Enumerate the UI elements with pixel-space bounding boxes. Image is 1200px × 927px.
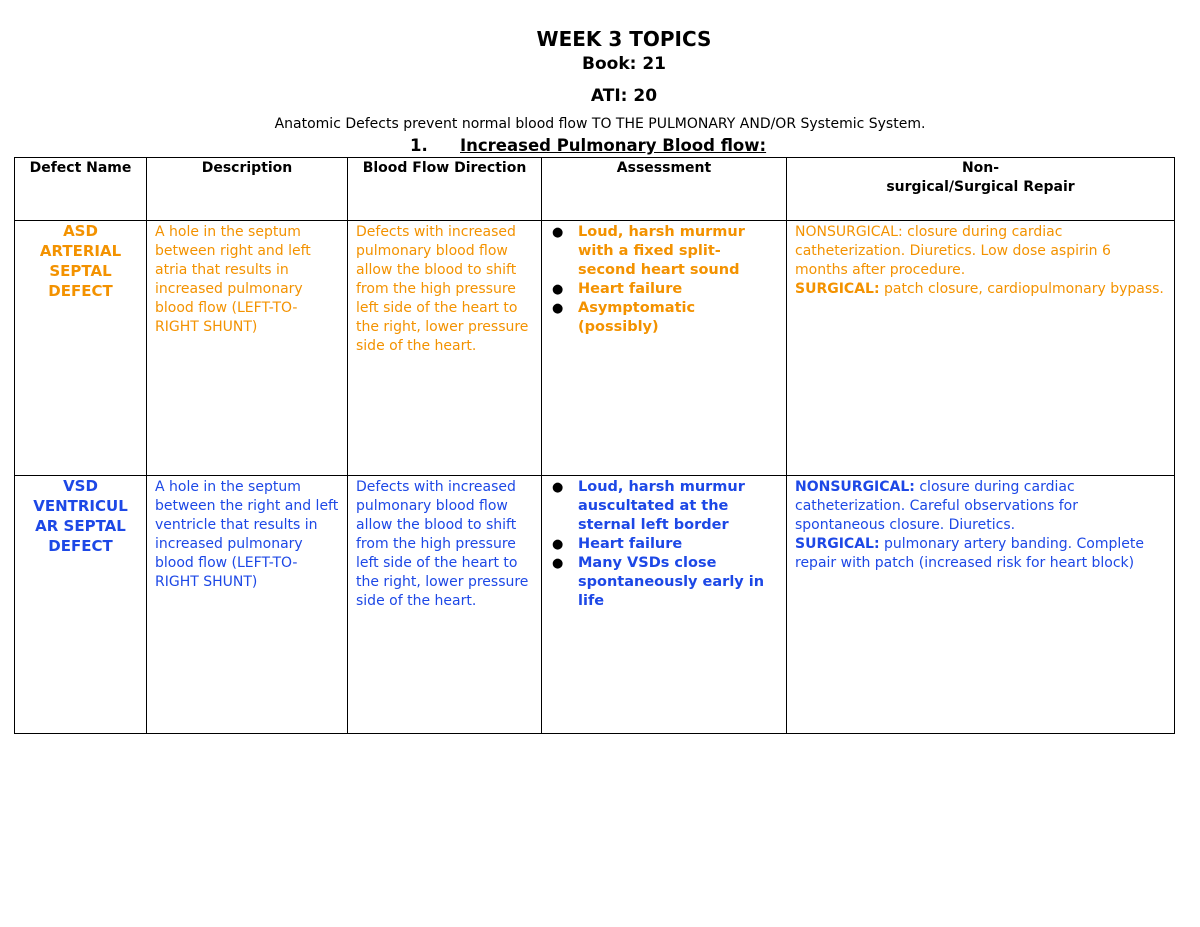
assessment-cell xyxy=(542,476,787,734)
defect-name-line: SEPTAL xyxy=(49,262,112,280)
bullet-icon: ● xyxy=(552,537,564,552)
description-cell: A hole in the septum between right and left atria that results in increased pulmonary blood flow (LEFT-TO-RIGHT SHUNT) xyxy=(147,221,348,476)
surgical-text: pulmonary artery banding. Complete repair with patch (increased risk for heart block) xyxy=(795,536,1144,571)
list-item: ● Heart failure xyxy=(552,536,683,552)
nonsurgical-text: : closure during cardiac catheterization. Diuretics. Low dose aspirin 6 months after procedure. xyxy=(795,224,1111,278)
assessment-cell xyxy=(542,221,787,476)
repair-cell xyxy=(787,221,1175,476)
blood-flow-cell: Defects with increased pulmonary blood flow allow the blood to shift from the high pressure left side of the heart to the right, lower pressure side of the heart. xyxy=(348,476,542,734)
list-item: ● Loud, harsh murmur with a fixed split-second heart sound xyxy=(552,224,745,278)
bullet-icon: ● xyxy=(552,480,564,495)
ati-pages: ATI: 20 xyxy=(590,86,658,106)
col-header-assessment: Assessment xyxy=(542,158,787,221)
description-cell: A hole in the septum between the right and left ventricle that results in increased pulmonary blood flow (LEFT-TO-RIGHT SHUNT) xyxy=(147,476,348,734)
defect-name-line: AR SEPTAL xyxy=(35,517,126,535)
defect-name-asd xyxy=(15,221,147,476)
defect-name-line: DEFECT xyxy=(48,282,113,300)
defect-name-line: VENTRICUL xyxy=(33,497,128,515)
defect-name-line: DEFECT xyxy=(48,537,113,555)
list-item: ● Loud, harsh murmur auscultated at the sternal left border xyxy=(552,479,745,533)
list-item: ● Heart failure xyxy=(552,281,683,297)
bullet-icon: ● xyxy=(552,282,564,297)
col-header-repair-line1: Non- xyxy=(961,160,1000,176)
repair-cell xyxy=(787,476,1175,734)
book-pages: Book: 21 xyxy=(582,54,666,74)
bullet-icon: ● xyxy=(552,556,564,571)
surgical-text: patch closure, cardiopulmonary bypass. xyxy=(879,281,1164,297)
assessment-list xyxy=(550,478,778,611)
bullet-icon: ● xyxy=(552,301,564,316)
section-heading xyxy=(410,136,766,155)
page-title: WEEK 3 TOPICS xyxy=(536,27,712,51)
col-header-defect-name: Defect Name xyxy=(15,158,147,221)
defect-name-line: ARTERIAL xyxy=(39,242,122,260)
table-row xyxy=(15,476,1175,734)
defects-table xyxy=(14,157,1175,734)
intro-text: Anatomic Defects prevent normal blood flow TO THE PULMONARY AND/OR Systemic System. xyxy=(274,116,926,132)
nonsurgical-text: closure during cardiac catheterization. Careful observations for spontaneous closure. Diuretics. xyxy=(795,479,1078,533)
nonsurgical-label: NONSURGICAL xyxy=(795,224,898,240)
surgical-label: SURGICAL: xyxy=(795,281,880,297)
defect-name-vsd xyxy=(15,476,147,734)
table-row xyxy=(15,221,1175,476)
surgical-label: SURGICAL: xyxy=(795,536,880,552)
nonsurgical-label: NONSURGICAL: xyxy=(795,479,915,495)
assessment-list xyxy=(550,223,778,337)
blood-flow-cell: Defects with increased pulmonary blood flow allow the blood to shift from the high pressure left side of the heart to the right, lower pressure side of the heart. xyxy=(348,221,542,476)
defect-name-line: VSD xyxy=(63,477,98,495)
col-header-repair-line2: surgical/Surgical Repair xyxy=(886,179,1075,195)
col-header-description: Description xyxy=(147,158,348,221)
list-item: ● Many VSDs close spontaneously early in life xyxy=(552,555,765,609)
section-title: Increased Pulmonary Blood flow: xyxy=(460,136,767,155)
list-item: ● Asymptomatic (possibly) xyxy=(552,300,696,335)
defect-name-line: ASD xyxy=(63,222,98,240)
table-header-row xyxy=(15,158,1175,221)
col-header-blood-flow: Blood Flow Direction xyxy=(348,158,542,221)
section-number: 1. xyxy=(410,136,428,155)
bullet-icon: ● xyxy=(552,225,564,240)
col-header-repair xyxy=(787,158,1175,221)
